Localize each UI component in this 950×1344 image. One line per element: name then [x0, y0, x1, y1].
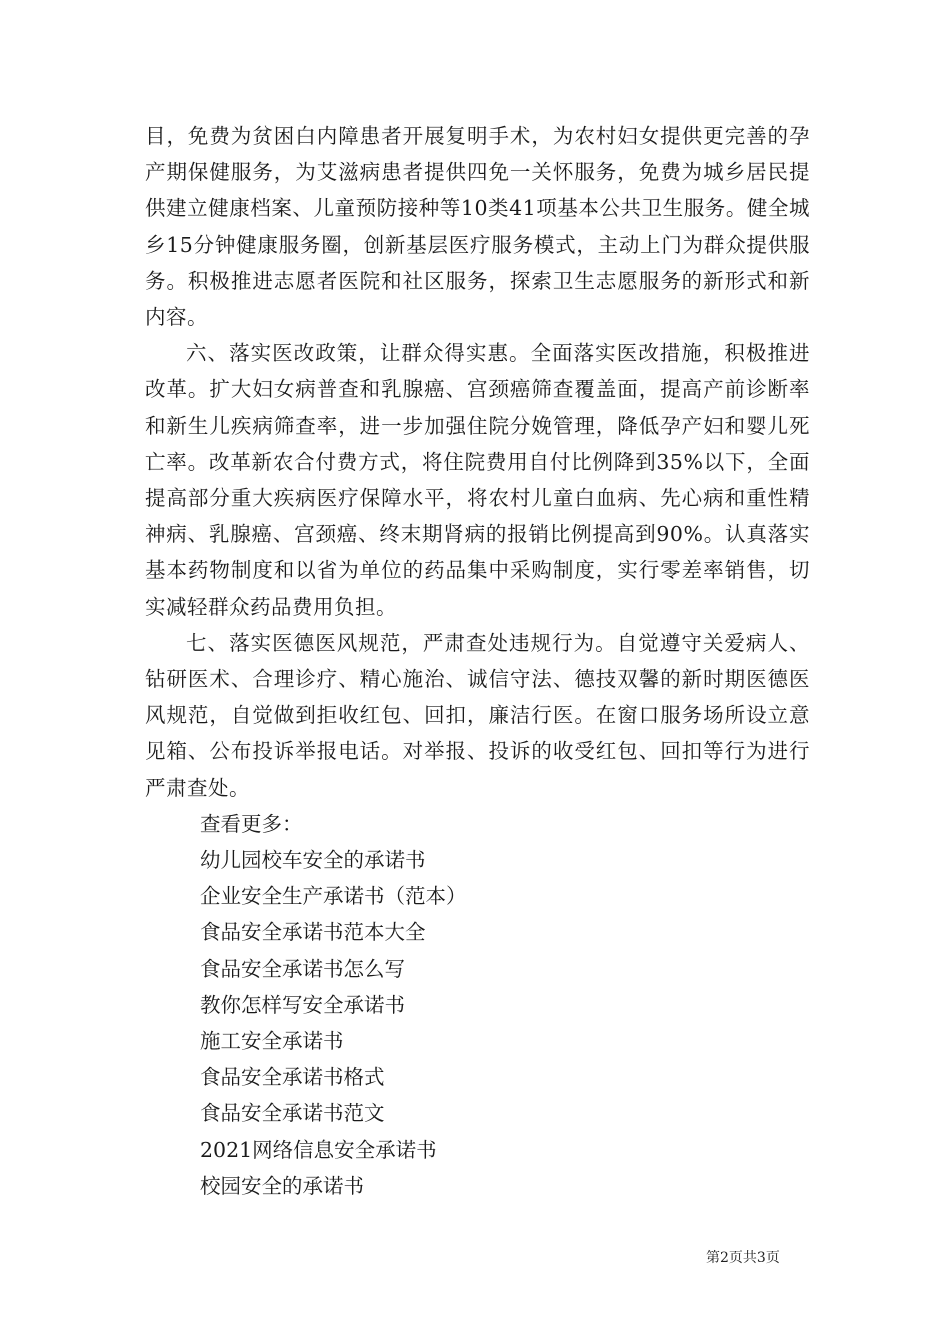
- paragraph-intro-continued: 目，免费为贫困白内障患者开展复明手术，为农村妇女提供更完善的孕产期保健服务，为艾滋病患者提供四免一关怀服务，免费为城乡居民提供建立健康档案、儿童预防接种等10类41项基本公共卫生服务。健全城乡15分钟健康服务圈，创新基层医疗服务模式，主动上门为群众提供服务。积极推进志愿者医院和社区服务，探索卫生志愿服务的新形式和新内容。: [145, 124, 810, 330]
- related-link-item[interactable]: 2021网络信息安全承诺书: [200, 1137, 437, 1162]
- related-link-item[interactable]: 食品安全承诺书格式: [200, 1065, 385, 1090]
- related-link-item[interactable]: 食品安全承诺书范本大全: [200, 920, 426, 945]
- related-link-item[interactable]: 企业安全生产承诺书（范本）: [200, 884, 467, 909]
- document-body: [145, 118, 810, 1204]
- related-link-item[interactable]: 教你怎样写安全承诺书: [200, 992, 405, 1017]
- related-links-list: [145, 842, 810, 1204]
- related-link-item[interactable]: 食品安全承诺书怎么写: [200, 956, 405, 981]
- related-link-item[interactable]: 食品安全承诺书范文: [200, 1101, 385, 1126]
- related-link-item[interactable]: 幼儿园校车安全的承诺书: [200, 848, 426, 873]
- paragraph-section-six: 六、落实医改政策，让群众得实惠。全面落实医改措施，积极推进改革。扩大妇女病普查和乳腺癌、宫颈癌筛查覆盖面，提高产前诊断率和新生儿疾病筛查率，进一步加强住院分娩管理，降低孕产妇和婴儿死亡率。改革新农合付费方式，将住院费用自付比例降到35%以下，全面提高部分重大疾病医疗保障水平，将农村儿童白血病、先心病和重性精神病、乳腺癌、宫颈癌、终末期肾病的报销比例提高到90%。认真落实基本药物制度和以省为单位的药品集中采购制度，实行零差率销售，切实减轻群众药品费用负担。: [145, 341, 810, 619]
- see-more-label: 查看更多：: [200, 811, 303, 836]
- related-link-item[interactable]: 施工安全承诺书: [200, 1029, 344, 1054]
- related-link-item[interactable]: 校园安全的承诺书: [200, 1173, 364, 1198]
- paragraph-section-seven: 七、落实医德医风规范，严肃查处违规行为。自觉遵守关爱病人、钻研医术、合理诊疗、精心施治、诚信守法、德技双馨的新时期医德医风规范，自觉做到拒收红包、回扣，廉洁行医。在窗口服务场所设立意见箱、公布投诉举报电话。对举报、投诉的收受红包、回扣等行为进行严肃查处。: [145, 630, 810, 800]
- page-number-footer: 第2页共3页: [706, 1250, 780, 1266]
